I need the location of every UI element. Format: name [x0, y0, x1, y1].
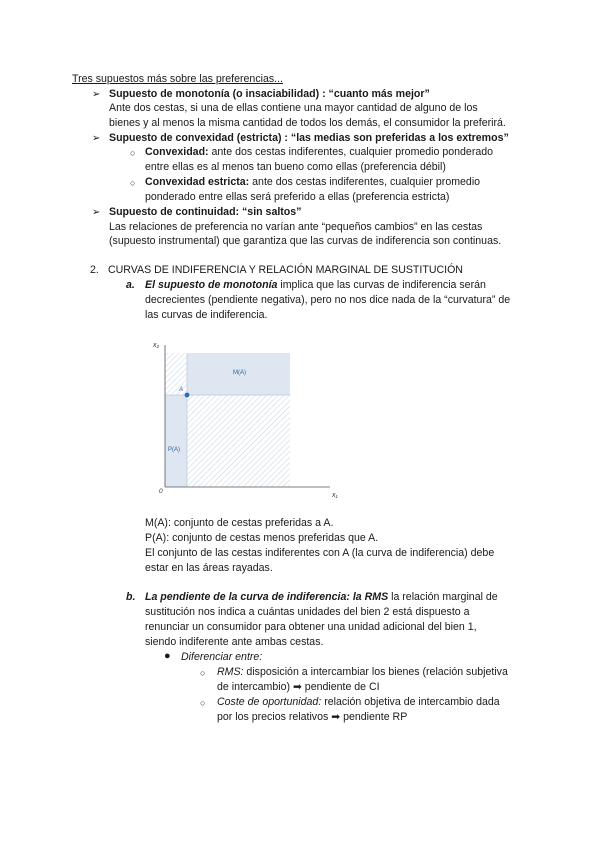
hatched-area-lower-right	[187, 395, 290, 487]
rms-line1	[217, 665, 508, 680]
s1-title: Supuesto de monotonía (o insaciabilidad) : “cuanto más mejor”	[109, 88, 430, 100]
x-axis-label: x₁	[332, 492, 338, 499]
co-line1	[217, 695, 500, 710]
hatched-area-upper-left	[165, 353, 187, 395]
circle-bullet-icon: ○	[200, 698, 206, 708]
item-a-label: a.	[126, 279, 135, 291]
co-text: relación objetiva de intercambio dada	[321, 696, 500, 708]
s2-c1-term: Convexidad:	[145, 146, 209, 158]
preference-diagram	[140, 335, 360, 505]
s1-line2: bienes y al menos la misma cantidad de todos los demás, el consumidor la preferirá.	[109, 117, 506, 129]
origin-label: 0	[159, 488, 163, 495]
co-term: Coste de oportunidad:	[217, 696, 322, 708]
item-b-line3: renunciar un consumidor para obtener una unidad adicional del bien 1,	[145, 621, 477, 633]
co-result: pendiente RP	[340, 711, 408, 723]
rms-line2	[217, 680, 380, 695]
s2-c1-line1	[145, 145, 493, 160]
circle-bullet-icon: ○	[200, 668, 206, 678]
s3-title: Supuesto de continuidad: “sin saltos”	[109, 206, 302, 218]
caption-m: M(A): conjunto de cestas preferidas a A.	[145, 517, 334, 529]
item-a-line3: las curvas de indiferencia.	[145, 309, 268, 321]
section2-title: CURVAS DE INDIFERENCIA Y RELACIÓN MARGINAL DE SUSTITUCIÓN	[108, 264, 463, 276]
point-a-label: A	[179, 387, 184, 393]
arrow-bullet-icon: ➢	[92, 133, 101, 144]
preferred-set-label: M(A)	[233, 370, 246, 376]
s2-c2-text: ante dos cestas indiferentes, cualquier promedio	[249, 176, 481, 188]
less-preferred-set-label: P(A)	[168, 447, 180, 453]
right-arrow-icon: ➡	[331, 711, 341, 723]
item-b-emph: La pendiente de la curva de indiferencia: la RMS	[145, 591, 389, 603]
item-b-line1	[145, 590, 498, 605]
y-axis-label: x₂	[153, 342, 160, 349]
s2-c2-line1	[145, 175, 480, 190]
co-line2	[217, 710, 407, 725]
less-preferred-set-region	[165, 395, 187, 487]
arrow-bullet-icon: ➢	[92, 89, 101, 100]
rms-text: disposición a intercambiar los bienes (relación subjetiva	[243, 666, 508, 678]
s2-title: Supuesto de convexidad (estricta) : “las medias son preferidas a los extremos”	[109, 132, 509, 144]
circle-bullet-icon: ○	[130, 148, 136, 158]
item-a-text: implica que las curvas de indiferencia serán	[277, 279, 486, 291]
s1-line1: Ante dos cestas, si una de ellas contiene una mayor cantidad de alguno de los	[109, 102, 478, 114]
rms-result: pendiente de CI	[301, 681, 380, 693]
s3-line1: Las relaciones de preferencia no varían ante “pequeños cambios” en las cestas	[109, 221, 483, 233]
intro-heading: Tres supuestos más sobre las preferencias...	[72, 73, 283, 85]
diff-label: Diferenciar entre:	[181, 651, 263, 663]
co-text-2: por los precios relativos	[217, 711, 329, 723]
point-a-marker	[185, 393, 190, 398]
right-arrow-icon: ➡	[292, 681, 302, 693]
caption-ci-line2: estar en las áreas rayadas.	[145, 562, 273, 574]
item-b-line2: sustitución nos indica a cuántas unidades del bien 2 está dispuesto a	[145, 606, 470, 618]
bullet-dot-icon: ●	[164, 650, 171, 662]
s2-c2-term: Convexidad estricta:	[145, 176, 250, 188]
item-a-line1	[145, 278, 486, 293]
caption-ci-line1: El conjunto de las cestas indiferentes con A (la curva de indiferencia) debe	[145, 547, 495, 559]
s2-c1-line2: entre ellas es al menos tan bueno como ellas (preferencia débil)	[145, 161, 446, 173]
s2-c2-line2: ponderado entre ellas será preferido a ellas (preferencia estricta)	[145, 191, 450, 203]
item-a-emph: El supuesto de monotonía	[145, 279, 278, 291]
item-b-line4: siendo indiferente ante ambas cestas.	[145, 636, 324, 648]
rms-term: RMS:	[217, 666, 244, 678]
s2-c1-text: ante dos cestas indiferentes, cualquier promedio ponderado	[208, 146, 494, 158]
s3-line2: (supuesto instrumental) que garantiza que las curvas de indiferencia son continuas.	[109, 235, 502, 247]
rms-text-2: de intercambio)	[217, 681, 291, 693]
caption-p: P(A): conjunto de cestas menos preferidas que A.	[145, 532, 379, 544]
item-b-label: b.	[126, 591, 136, 603]
section2-number: 2.	[90, 264, 99, 276]
circle-bullet-icon: ○	[130, 178, 136, 188]
arrow-bullet-icon: ➢	[92, 207, 101, 218]
item-a-line2: decrecientes (pendiente negativa), pero no nos dice nada de la “curvatura” de	[145, 294, 511, 306]
item-b-text: la relación marginal de	[388, 591, 498, 603]
